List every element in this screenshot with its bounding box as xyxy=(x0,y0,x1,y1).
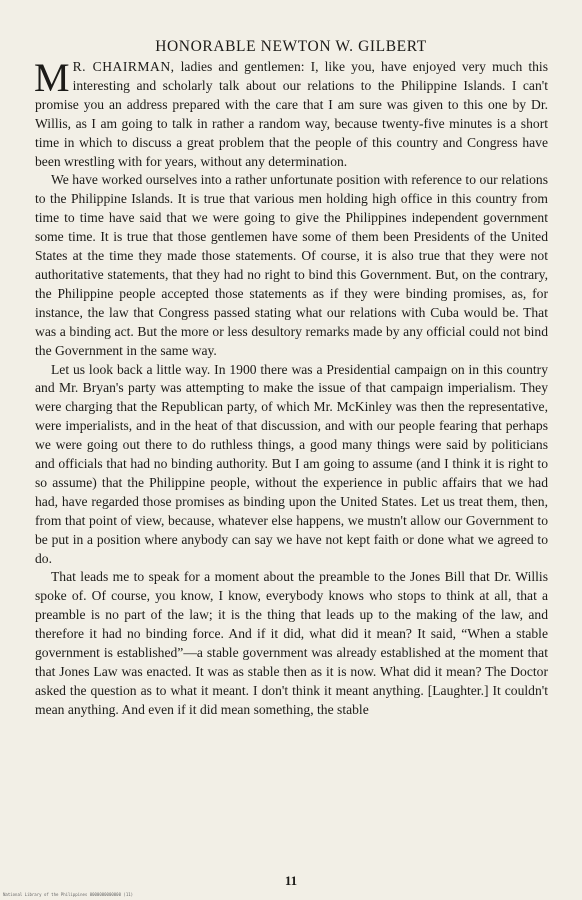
opening-words: R. CHAIRMAN, xyxy=(72,59,175,74)
paragraph-jones-bill-preamble: That leads me to speak for a moment about the preamble to the Jones Bill that Dr. Willis spoke of. Of course, you know, I know, everybody knows who stops to think at all, that a preamble is no part of the law; it is the thing that leads up to the making of the law, and therefore it had no binding force. And if it did, what did it mean? It said, “When a stable government is established”—a stable government was already established at the moment that that Jones Law was enacted. It was as stable then as it is now. What did it mean? The Doctor asked the question as to what it meant. I don't think it meant anything. [Laughter.] It couldn't mean anything. And even if it did mean something, the stable xyxy=(35,569,548,717)
paragraph-philippine-position: We have worked ourselves into a rather unfortunate position with reference to our relations to the Philippine Islands. It is true that various men holding high office in this country from time to time have said that we were going to give the Philippines independent government some time. It is true that those gentlemen have some of them been Presidents of the United States at the time they made those statements. Of course, it is also true that they were not authoritative statements, that they had no right to bind this Government. But, on the contrary, the Philippine people accepted those statements as if they were binding promises, as, for instance, the law that Congress passed stating what our relations with Cuba would be. That was a binding act. But the more or less desultory remarks made by any official could not bind the Government in the same way. xyxy=(35,172,548,358)
page-number: 11 xyxy=(284,873,298,888)
drop-cap: M xyxy=(34,55,70,100)
speaker-heading: HONORABLE NEWTON W. GILBERT xyxy=(155,38,427,55)
speech-body xyxy=(34,55,548,720)
opening-paragraph-text: ladies and gentlemen: I, like you, have enjoyed very much this interesting and scholarly talk about our relations to the Philippine Islands. I can't promise you an address prepared with the care that I am sure was given to this one by Dr. Willis, as I am going to talk in rather a random way, because twenty-five minutes is a short time in which to discuss a great problem that the people of this country and Congress have been wrestling with for years, without any determination. xyxy=(35,59,548,169)
paragraph-1900-campaign: Let us look back a little way. In 1900 there was a Presidential campaign on in this country and Mr. Bryan's party was attempting to make the issue of that campaign imperialism. They were charging that the Republican party, of which Mr. McKinley was then the representative, were imperialists, and in the heat of that discussion, and with our people fearing that perhaps we were going out there to do ruthless things, a good many things were said by politicians and officials that had no binding authority. But I am going to assume (and I think it is right to so assume) that the Philippine people, without the experience in public affairs that we had had, have regarded those promises as binding upon the United States. Let us treat them, then, from that point of view, because, whatever else happens, we mustn't allow our Government to be put in a position where anybody can say we have not kept faith or done what we agreed to do. xyxy=(35,361,548,566)
library-footer: National Library of the Philippines 0000000000000 (11) xyxy=(3,892,134,897)
paragraph-opening xyxy=(34,55,548,171)
